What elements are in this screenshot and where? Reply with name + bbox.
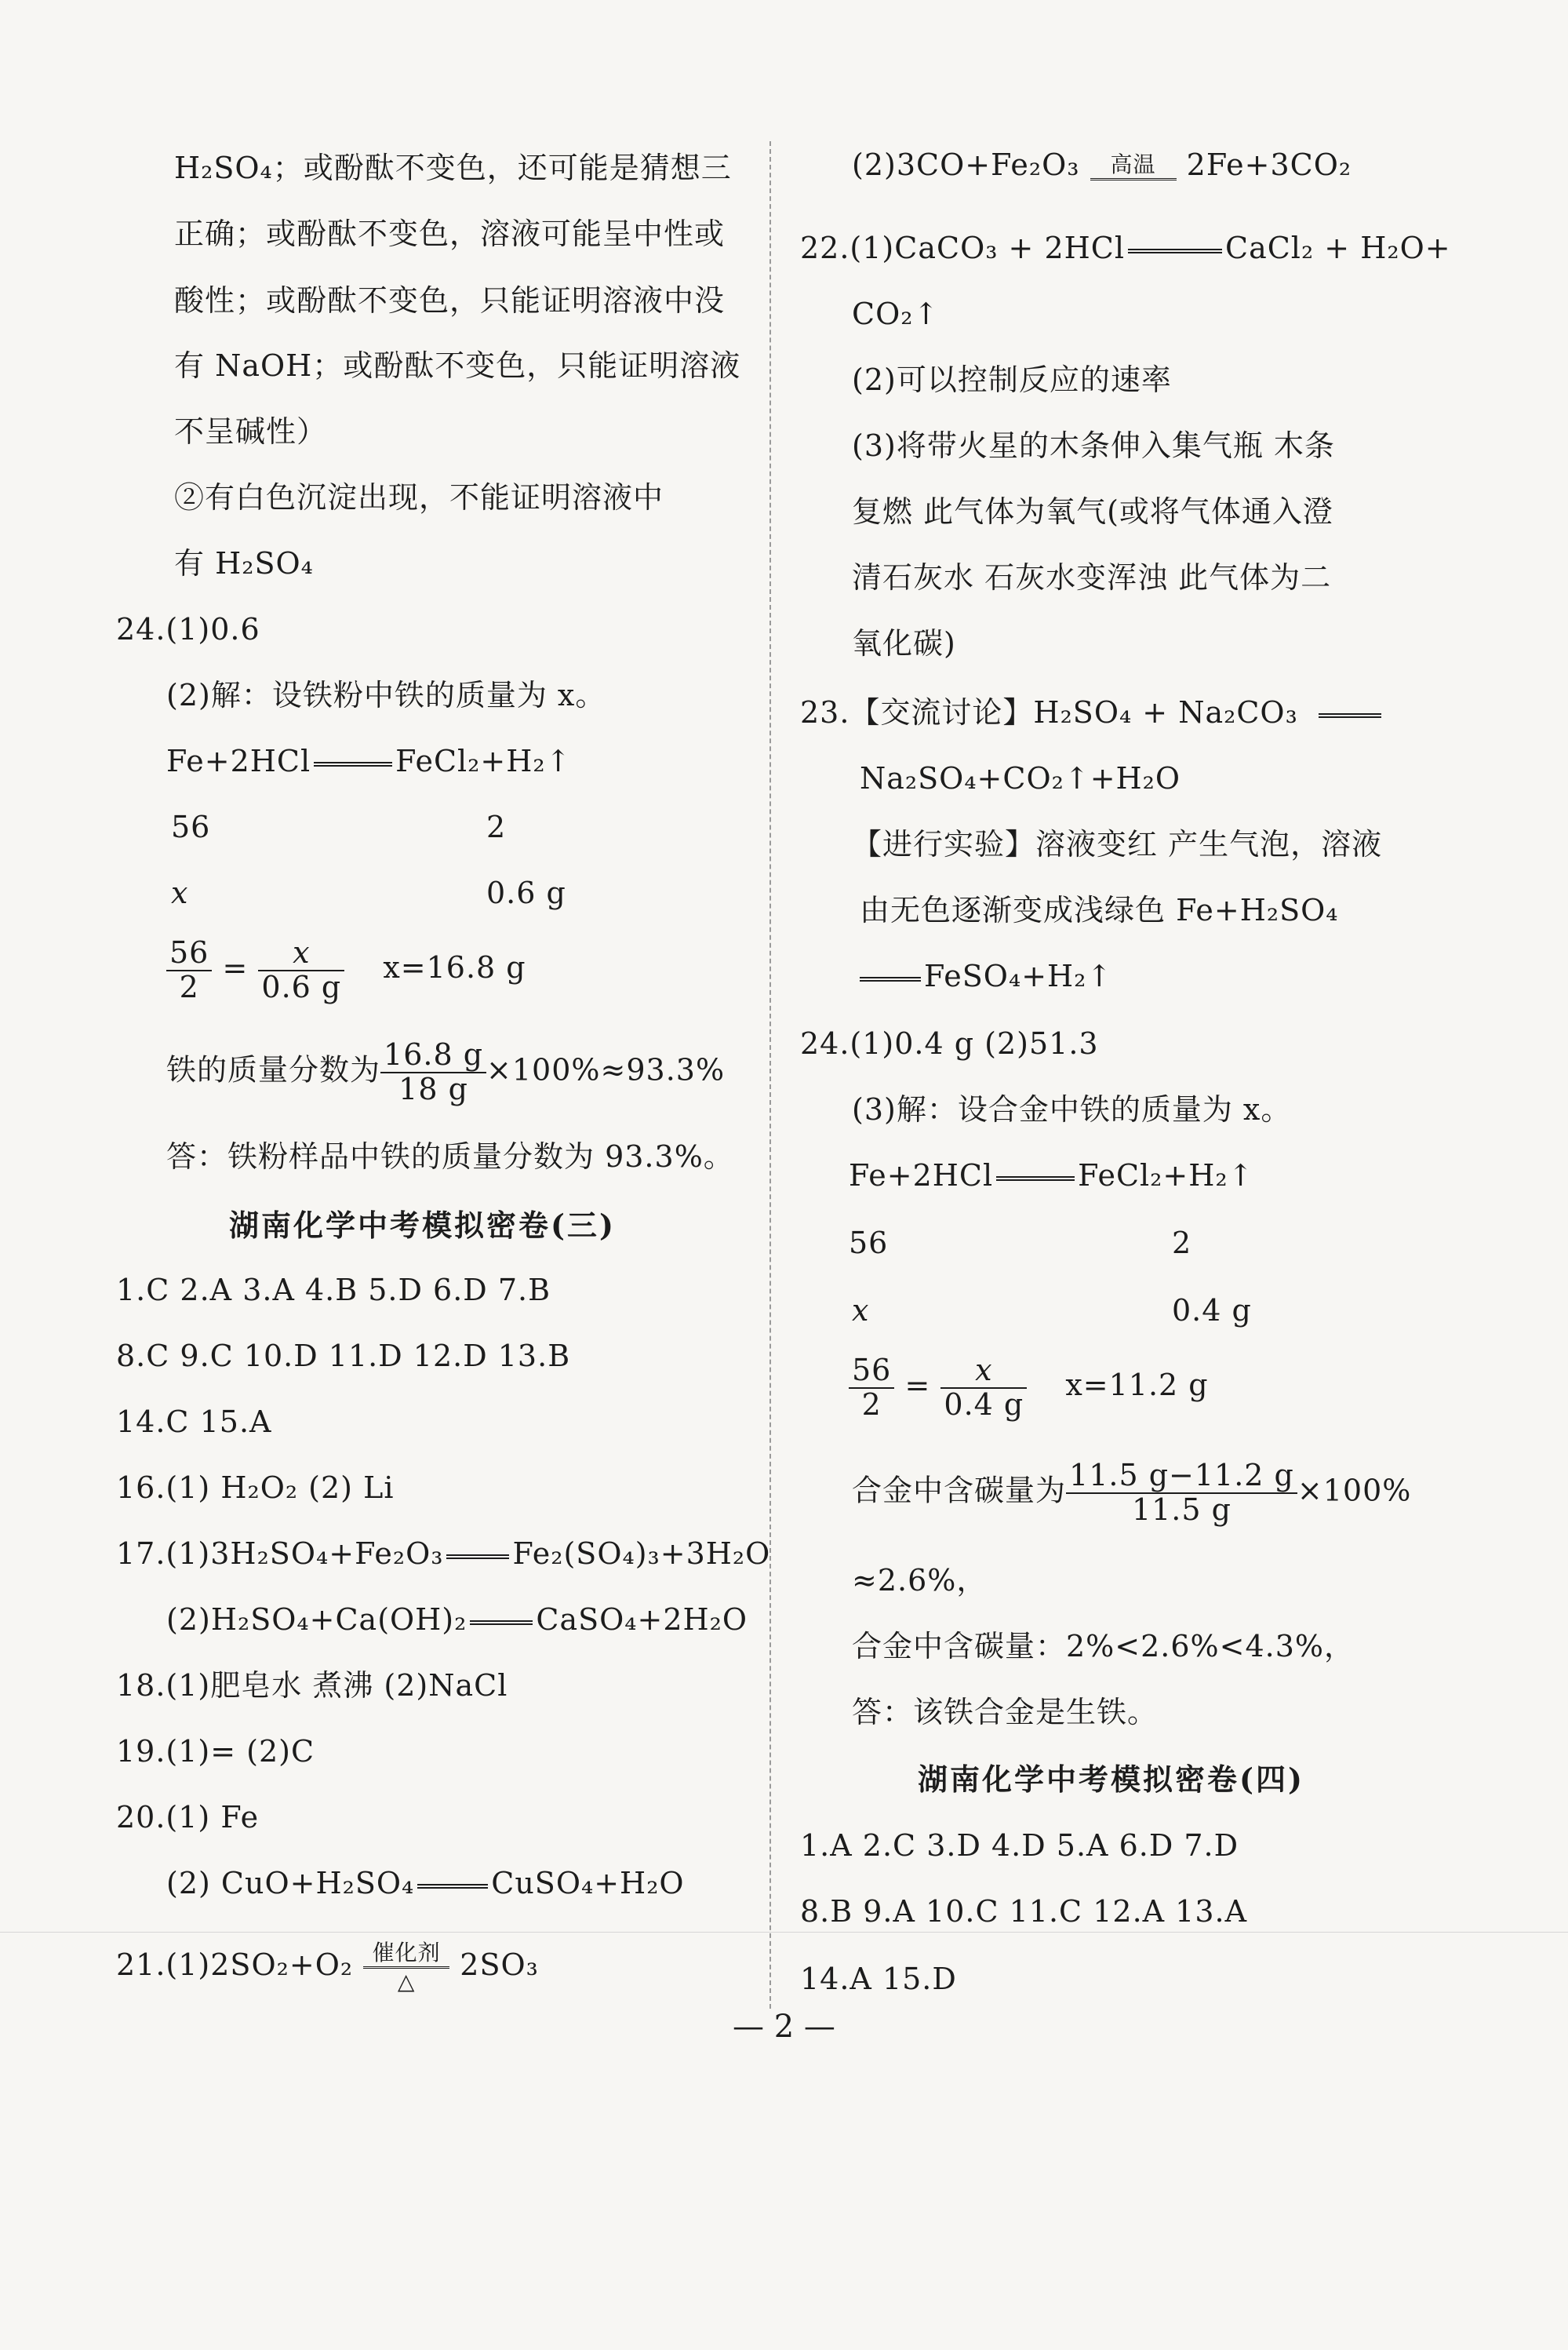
- q22-5: 复燃 此气体为氧气(或将气体通入澄: [852, 494, 1333, 529]
- mc4-row-2: 8.B 9.A 10.C 11.C 12.A 13.A: [800, 1894, 1248, 1929]
- q24r-2: 2: [1172, 1226, 1192, 1260]
- q24r-04: 0.4 g: [1172, 1293, 1252, 1328]
- q23-3: 【进行实验】溶液变红 产生气泡，溶液: [852, 827, 1383, 862]
- r-line-1: (2)3CO+Fe₂O₃ 高温 2Fe+3CO₂: [852, 148, 1352, 182]
- q17-1: 17.(1)3H₂SO₄+Fe₂O₃ Fe₂(SO₄)₃+3H₂O: [116, 1536, 771, 1571]
- q21: 21.(1)2SO₂+O₂ 催化剂 △ 2SO₃: [116, 1940, 539, 1995]
- q24-56: 56: [171, 810, 211, 844]
- fraction-56-2: $\frac{56}{2}$: [166, 937, 212, 1004]
- q24r-result: x=11.2 g: [1065, 1368, 1209, 1403]
- q24-percent: 铁的质量分数为 $\frac{16.8 g}{18 g}$ ×100%≈93.3%: [166, 1037, 726, 1106]
- fraction-x-04: $\frac{x}{0.4 g}$: [940, 1354, 1027, 1422]
- equals-bar: [314, 762, 392, 767]
- left-line-7: 有 H₂SO₄: [174, 546, 314, 581]
- left-line-2: 正确；或酚酞不变色，溶液可能呈中性或: [174, 217, 726, 251]
- q24r-carbon: 合金中含碳量为 $\frac{11.5 g-11.2 g}{11.5 g}$ ×100%: [852, 1458, 1412, 1527]
- q20-2: (2) CuO+H₂SO₄ CuSO₄+H₂O: [166, 1866, 685, 1900]
- mc4-row-1: 1.A 2.C 3.D 4.D 5.A 6.D 7.D: [800, 1828, 1239, 1863]
- q22-1: 22.(1)CaCO₃ + 2HCl CaCl₂ + H₂O+: [800, 231, 1451, 265]
- q24r-answer: 答：该铁合金是生铁。: [852, 1695, 1159, 1729]
- mc4-row-3: 14.A 15.D: [800, 1962, 957, 1996]
- left-line-4: 有 NaOH；或酚酞不变色，只能证明溶液: [174, 348, 741, 383]
- q23-1: 23.【交流讨论】H₂SO₄ + Na₂CO₃: [800, 690, 1384, 734]
- q24-x: x: [171, 876, 189, 910]
- left-line-1: H₂SO₄；或酚酞不变色，还可能是猜想三: [174, 151, 732, 185]
- section-title-3: 湖南化学中考模拟密卷(三): [229, 1208, 616, 1243]
- q18: 18.(1)肥皂水 煮沸 (2)NaCl: [116, 1668, 508, 1703]
- q24-result: x=16.8 g: [383, 950, 526, 986]
- q24-2: 2: [486, 810, 507, 844]
- q19: 19.(1)= (2)C: [116, 1734, 315, 1769]
- q24r-proportion: $\frac{56}{2}$ = $\frac{x}{0.4 g}$ x=11.2 g: [849, 1354, 1209, 1422]
- equals-bar: [470, 1620, 533, 1625]
- mc-row-2: 8.C 9.C 10.D 11.D 12.D 13.B: [116, 1339, 571, 1373]
- q22-4: (3)将带火星的木条伸入集气瓶 木条: [852, 428, 1335, 463]
- q22-3: (2)可以控制反应的速率: [852, 363, 1172, 397]
- q24r-1: 24.(1)0.4 g (2)51.3: [800, 1026, 1099, 1061]
- q24r-approx: ≈2.6%，: [852, 1563, 988, 1598]
- reaction-condition: 高温: [1090, 153, 1177, 182]
- q23-4: 由无色逐渐变成浅绿色 Fe+H₂SO₄: [860, 893, 1339, 927]
- left-line-3: 酸性；或酚酞不变色，只能证明溶液中没: [174, 283, 726, 318]
- fraction-mass: $\frac{16.8 g}{18 g}$: [380, 1039, 486, 1106]
- q24-proportion: $\frac{56}{2}$ = $\frac{x}{0.6 g}$ x=16.8 g: [166, 937, 526, 1004]
- q24-part1: 24.(1)0.6: [116, 612, 260, 647]
- equals-bar: [417, 1884, 488, 1889]
- q24r-range: 合金中含碳量：2%<2.6%<4.3%，: [852, 1629, 1355, 1663]
- q22-2: CO₂↑: [852, 297, 940, 331]
- q23-2: Na₂SO₄+CO₂↑+H₂O: [860, 761, 1181, 796]
- q24r-equation: Fe+2HCl FeCl₂+H₂↑: [849, 1158, 1254, 1193]
- fraction-carbon: $\frac{11.5 g-11.2 g}{11.5 g}$: [1066, 1459, 1297, 1527]
- q24-equation: [166, 739, 571, 783]
- q23-5: FeSO₄+H₂↑: [860, 954, 1112, 998]
- mc-row-1: 1.C 2.A 3.A 4.B 5.D 6.D 7.B: [116, 1273, 551, 1307]
- q20-1: 20.(1) Fe: [116, 1800, 260, 1834]
- page-number: — 2 —: [733, 2009, 835, 2045]
- left-line-5: 不呈碱性）: [174, 414, 328, 449]
- q16: 16.(1) H₂O₂ (2) Li: [116, 1470, 395, 1505]
- equals-bar: [446, 1554, 509, 1559]
- equals-bar: [996, 1176, 1075, 1181]
- left-line-6: ②有白色沉淀出现，不能证明溶液中: [174, 480, 664, 515]
- q22-7: 氧化碳): [852, 626, 956, 661]
- q24r-2: (3)解：设合金中铁的质量为 x。: [852, 1092, 1292, 1127]
- section-title-4: 湖南化学中考模拟密卷(四): [918, 1762, 1304, 1797]
- fraction-56-2: $\frac{56}{2}$: [849, 1354, 894, 1422]
- eq-left: Fe+2HCl: [166, 744, 311, 778]
- q24r-56: 56: [849, 1226, 889, 1260]
- equals-bar: [1319, 713, 1381, 718]
- fraction-x-06: $\frac{x}{0.6 g}$: [258, 937, 344, 1004]
- q24r-x: x: [852, 1293, 870, 1328]
- q24-part2: (2)解：设铁粉中铁的质量为 x。: [166, 678, 606, 712]
- fold-line: [0, 1932, 1568, 1933]
- equals-bar: [860, 977, 921, 982]
- q24-06: 0.6 g: [486, 876, 566, 910]
- reaction-condition: 催化剂 △: [363, 1941, 449, 1994]
- column-divider: [769, 141, 771, 2009]
- equals-bar: [1128, 249, 1222, 253]
- q24-answer: 答：铁粉样品中铁的质量分数为 93.3%。: [166, 1139, 734, 1174]
- q22-6: 清石灰水 石灰水变浑浊 此气体为二: [852, 560, 1332, 595]
- eq-right: FeCl₂+H₂↑: [395, 744, 572, 778]
- mc-row-3: 14.C 15.A: [116, 1405, 272, 1439]
- q17-2: (2)H₂SO₄+Ca(OH)₂ CaSO₄+2H₂O: [166, 1602, 748, 1637]
